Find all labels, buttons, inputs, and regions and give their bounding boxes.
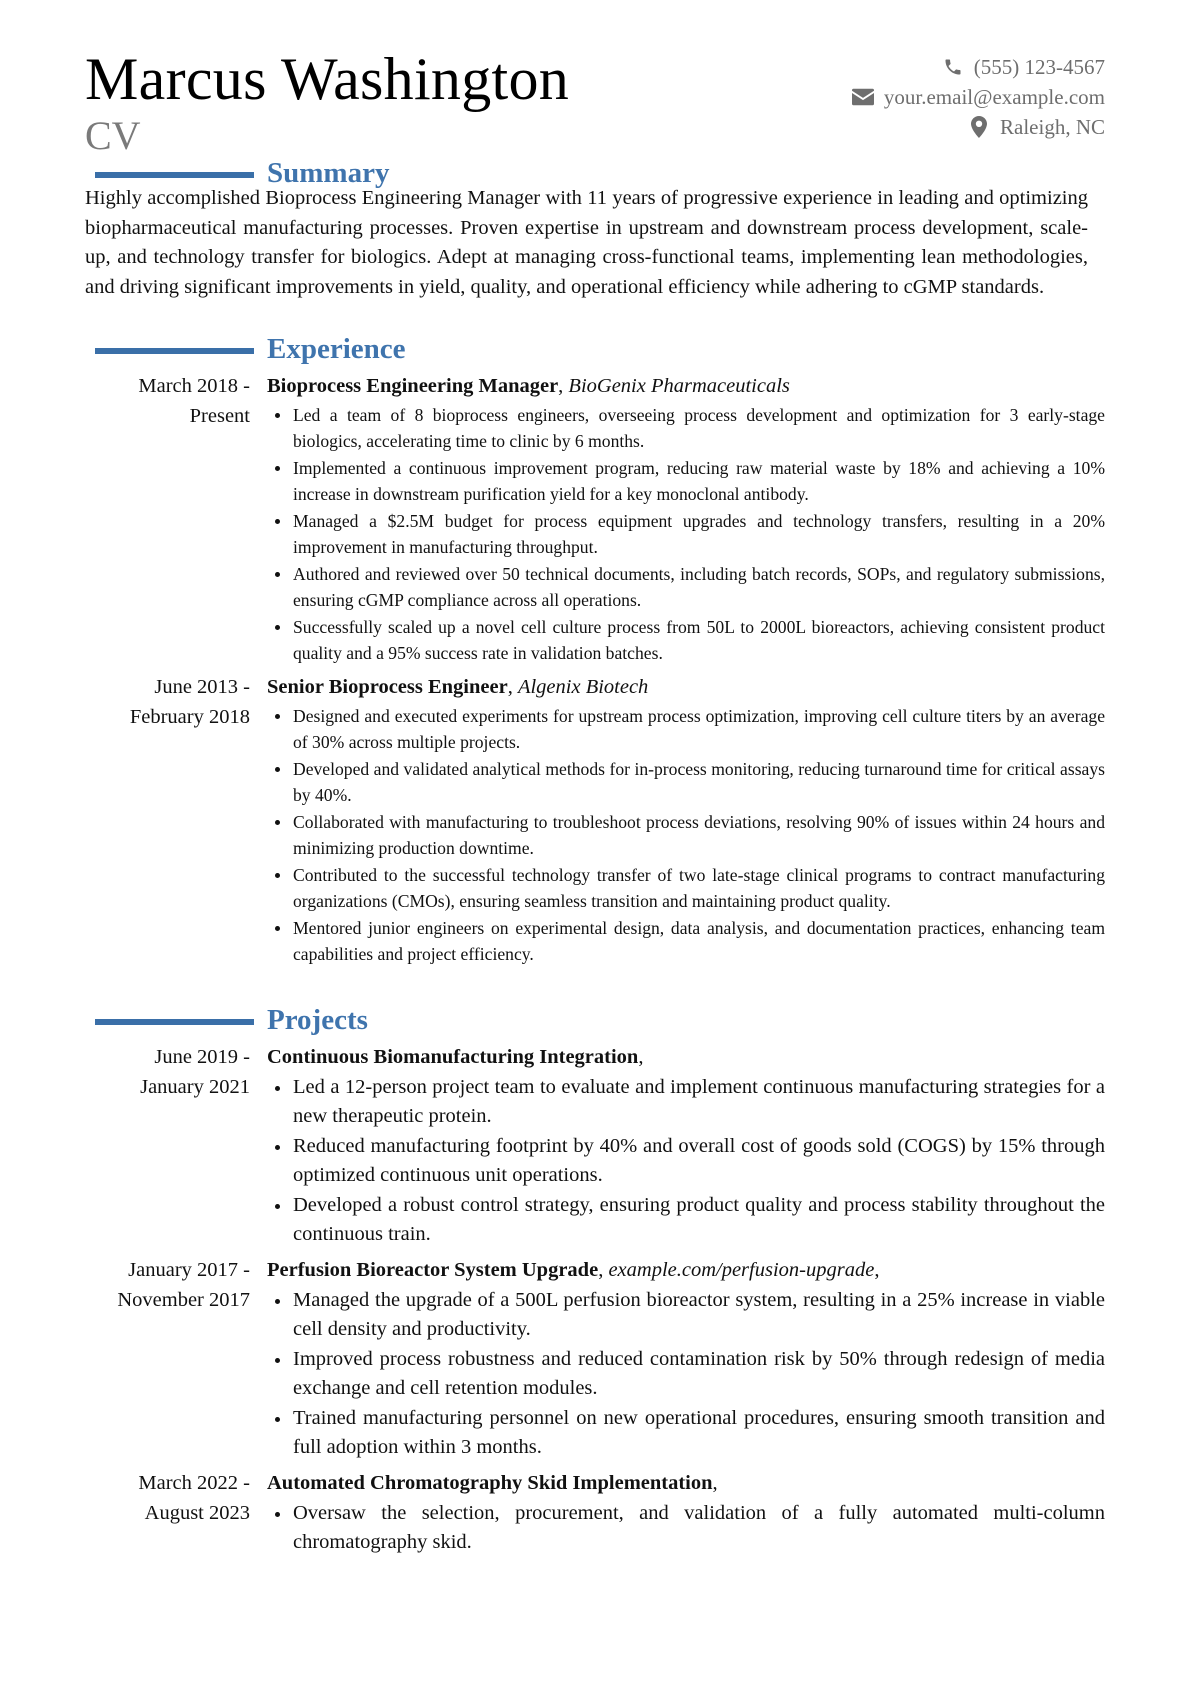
entry-dates (85, 1256, 250, 1315)
phone-number[interactable]: (555) 123-4567 (973, 55, 1105, 79)
bullet-item: Implemented a continuous improvement program, reducing raw material waste by 18% and achieving a 10% increase in downstream purification yield for a key monoclonal antibody. (267, 455, 1105, 508)
entry-title-line: Bioprocess Engineering Manager, BioGenix Pharmaceuticals (267, 375, 790, 397)
entry-title-line: Perfusion Bioreactor System Upgrade, example.com/perfusion-upgrade, (267, 1259, 880, 1281)
bullet-item: Led a team of 8 bioprocess engineers, overseeing process development and optimization for 3 early-stage biologics, accelerating time to clinic by 6 months. (267, 402, 1105, 455)
bullet-item: Developed a robust control strategy, ensuring product quality and process stability throughout the continuous train. (267, 1191, 1105, 1250)
date-end: August 2023 (144, 1501, 250, 1524)
contact-email (852, 82, 1105, 112)
bullet-list (267, 402, 1105, 667)
entry-dates (85, 1043, 250, 1102)
envelope-icon (852, 86, 874, 108)
entry-title-line: Senior Bioprocess Engineer, Algenix Biotech (267, 676, 649, 698)
bullet-item: Oversaw the selection, procurement, and validation of a fully automated multi-column chromatography skid. (267, 1499, 1105, 1558)
bullet-list (267, 703, 1105, 968)
bullet-item: Improved process robustness and reduced contamination risk by 50% through redesign of media exchange and cell retention modules. (267, 1345, 1105, 1404)
section-title-summary: Summary (267, 157, 390, 189)
contact-info (852, 52, 1105, 142)
company-name: BioGenix Pharmaceuticals (568, 375, 790, 397)
contact-location (852, 112, 1105, 142)
bullet-item: Collaborated with manufacturing to troubleshoot process deviations, resolving 90% of issues within 24 hours and minimizing production downtime. (267, 809, 1105, 862)
cv-header (85, 44, 1105, 158)
date-start: June 2019 - (154, 1046, 250, 1068)
bullet-item: Managed a $2.5M budget for process equipment upgrades and technology transfers, resulting in a 20% improvement in manufacturing throughput. (267, 508, 1105, 561)
section-rule (95, 1019, 254, 1025)
date-end: Present (189, 404, 250, 427)
phone-icon (942, 56, 964, 78)
section-rule (95, 172, 254, 178)
bullet-list (267, 1499, 1105, 1558)
date-end: November 2017 (117, 1288, 250, 1311)
bullet-item: Managed the upgrade of a 500L perfusion bioreactor system, resulting in a 25% increase in viable cell density and productivity. (267, 1286, 1105, 1345)
project-title: Automated Chromatography Skid Implementation (267, 1472, 713, 1494)
email-address[interactable]: your.email@example.com (883, 85, 1105, 109)
bullet-item: Trained manufacturing personnel on new operational procedures, ensuring smooth transition and full adoption within 3 months. (267, 1404, 1105, 1463)
project-title: Continuous Biomanufacturing Integration (267, 1046, 639, 1068)
summary-text: Highly accomplished Bioprocess Engineering Manager with 11 years of progressive experience in leading and optimizing biopharmaceutical manufacturing processes. Proven expertise in upstream and downstream process development, scale-up, and technology transfer for biologics. Adept at managing cross-functional teams, implementing lean methodologies, and driving significant improvements in yield, quality, and operational efficiency while adhering to cGMP standards. (85, 187, 1088, 298)
bullet-item: Led a 12-person project team to evaluate and implement continuous manufacturing strategies for a new therapeutic protein. (267, 1073, 1105, 1132)
job-title: Bioprocess Engineering Manager (267, 375, 559, 397)
entry-title-line (267, 1469, 1105, 1499)
date-end: February 2018 (129, 705, 250, 728)
section-projects-header (95, 1003, 1095, 1037)
title-separator: , (712, 1472, 718, 1494)
entry-body (267, 1043, 1105, 1250)
entry-title-line (267, 1043, 1105, 1073)
entry-dates (85, 673, 250, 732)
title-separator: , (638, 1046, 644, 1068)
bullet-item: Mentored junior engineers on experimental design, data analysis, and documentation practices, enhancing team capabilities and project efficiency. (267, 915, 1105, 968)
date-start: March 2018 - (138, 375, 250, 397)
company-name: Algenix Biotech (517, 676, 649, 698)
entry-body (267, 372, 1105, 667)
map-marker-icon (968, 116, 990, 138)
entry-dates (85, 372, 250, 431)
entry-dates (85, 1469, 250, 1528)
project-link[interactable]: example.com/perfusion-upgrade (608, 1259, 875, 1281)
section-title-experience: Experience (267, 333, 406, 365)
location-text: Raleigh, NC (1000, 115, 1105, 139)
bullet-list (267, 1286, 1105, 1464)
entry-body (267, 1469, 1105, 1558)
bullet-item: Designed and executed experiments for upstream process optimization, improving cell culture titers by an average of 30% across multiple projects. (267, 703, 1105, 756)
document-subtitle: CV (85, 113, 141, 158)
project-title: Perfusion Bioreactor System Upgrade (267, 1259, 599, 1281)
section-title-projects: Projects (267, 1004, 368, 1036)
bullet-item: Authored and reviewed over 50 technical documents, including batch records, SOPs, and regulatory submissions, ensuring cGMP compliance across all operations. (267, 561, 1105, 614)
date-start: January 2017 - (128, 1259, 250, 1281)
date-start: March 2022 - (138, 1472, 250, 1494)
date-start: June 2013 - (154, 676, 250, 698)
person-name: Marcus Washington (85, 46, 570, 112)
contact-phone (852, 52, 1105, 82)
bullet-item: Reduced manufacturing footprint by 40% and overall cost of goods sold (COGS) by 15% through optimized continuous unit operations. (267, 1132, 1105, 1191)
bullet-list (267, 1073, 1105, 1251)
section-rule (95, 348, 254, 354)
bullet-item: Successfully scaled up a novel cell culture process from 50L to 2000L bioreactors, achieving consistent product quality and a 95% success rate in validation batches. (267, 614, 1105, 667)
title-separator: , (874, 1259, 880, 1281)
bullet-item: Developed and validated analytical methods for in-process monitoring, reducing turnaround time for critical assays by 40%. (267, 756, 1105, 809)
entry-body (267, 1256, 1105, 1463)
entry-body (267, 673, 1105, 968)
job-title: Senior Bioprocess Engineer (267, 676, 508, 698)
bullet-item: Contributed to the successful technology transfer of two late-stage clinical programs to contract manufacturing organizations (CMOs), ensuring seamless transition and maintaining product quality. (267, 862, 1105, 915)
date-end: January 2021 (140, 1075, 250, 1098)
section-experience-header (95, 332, 1095, 366)
